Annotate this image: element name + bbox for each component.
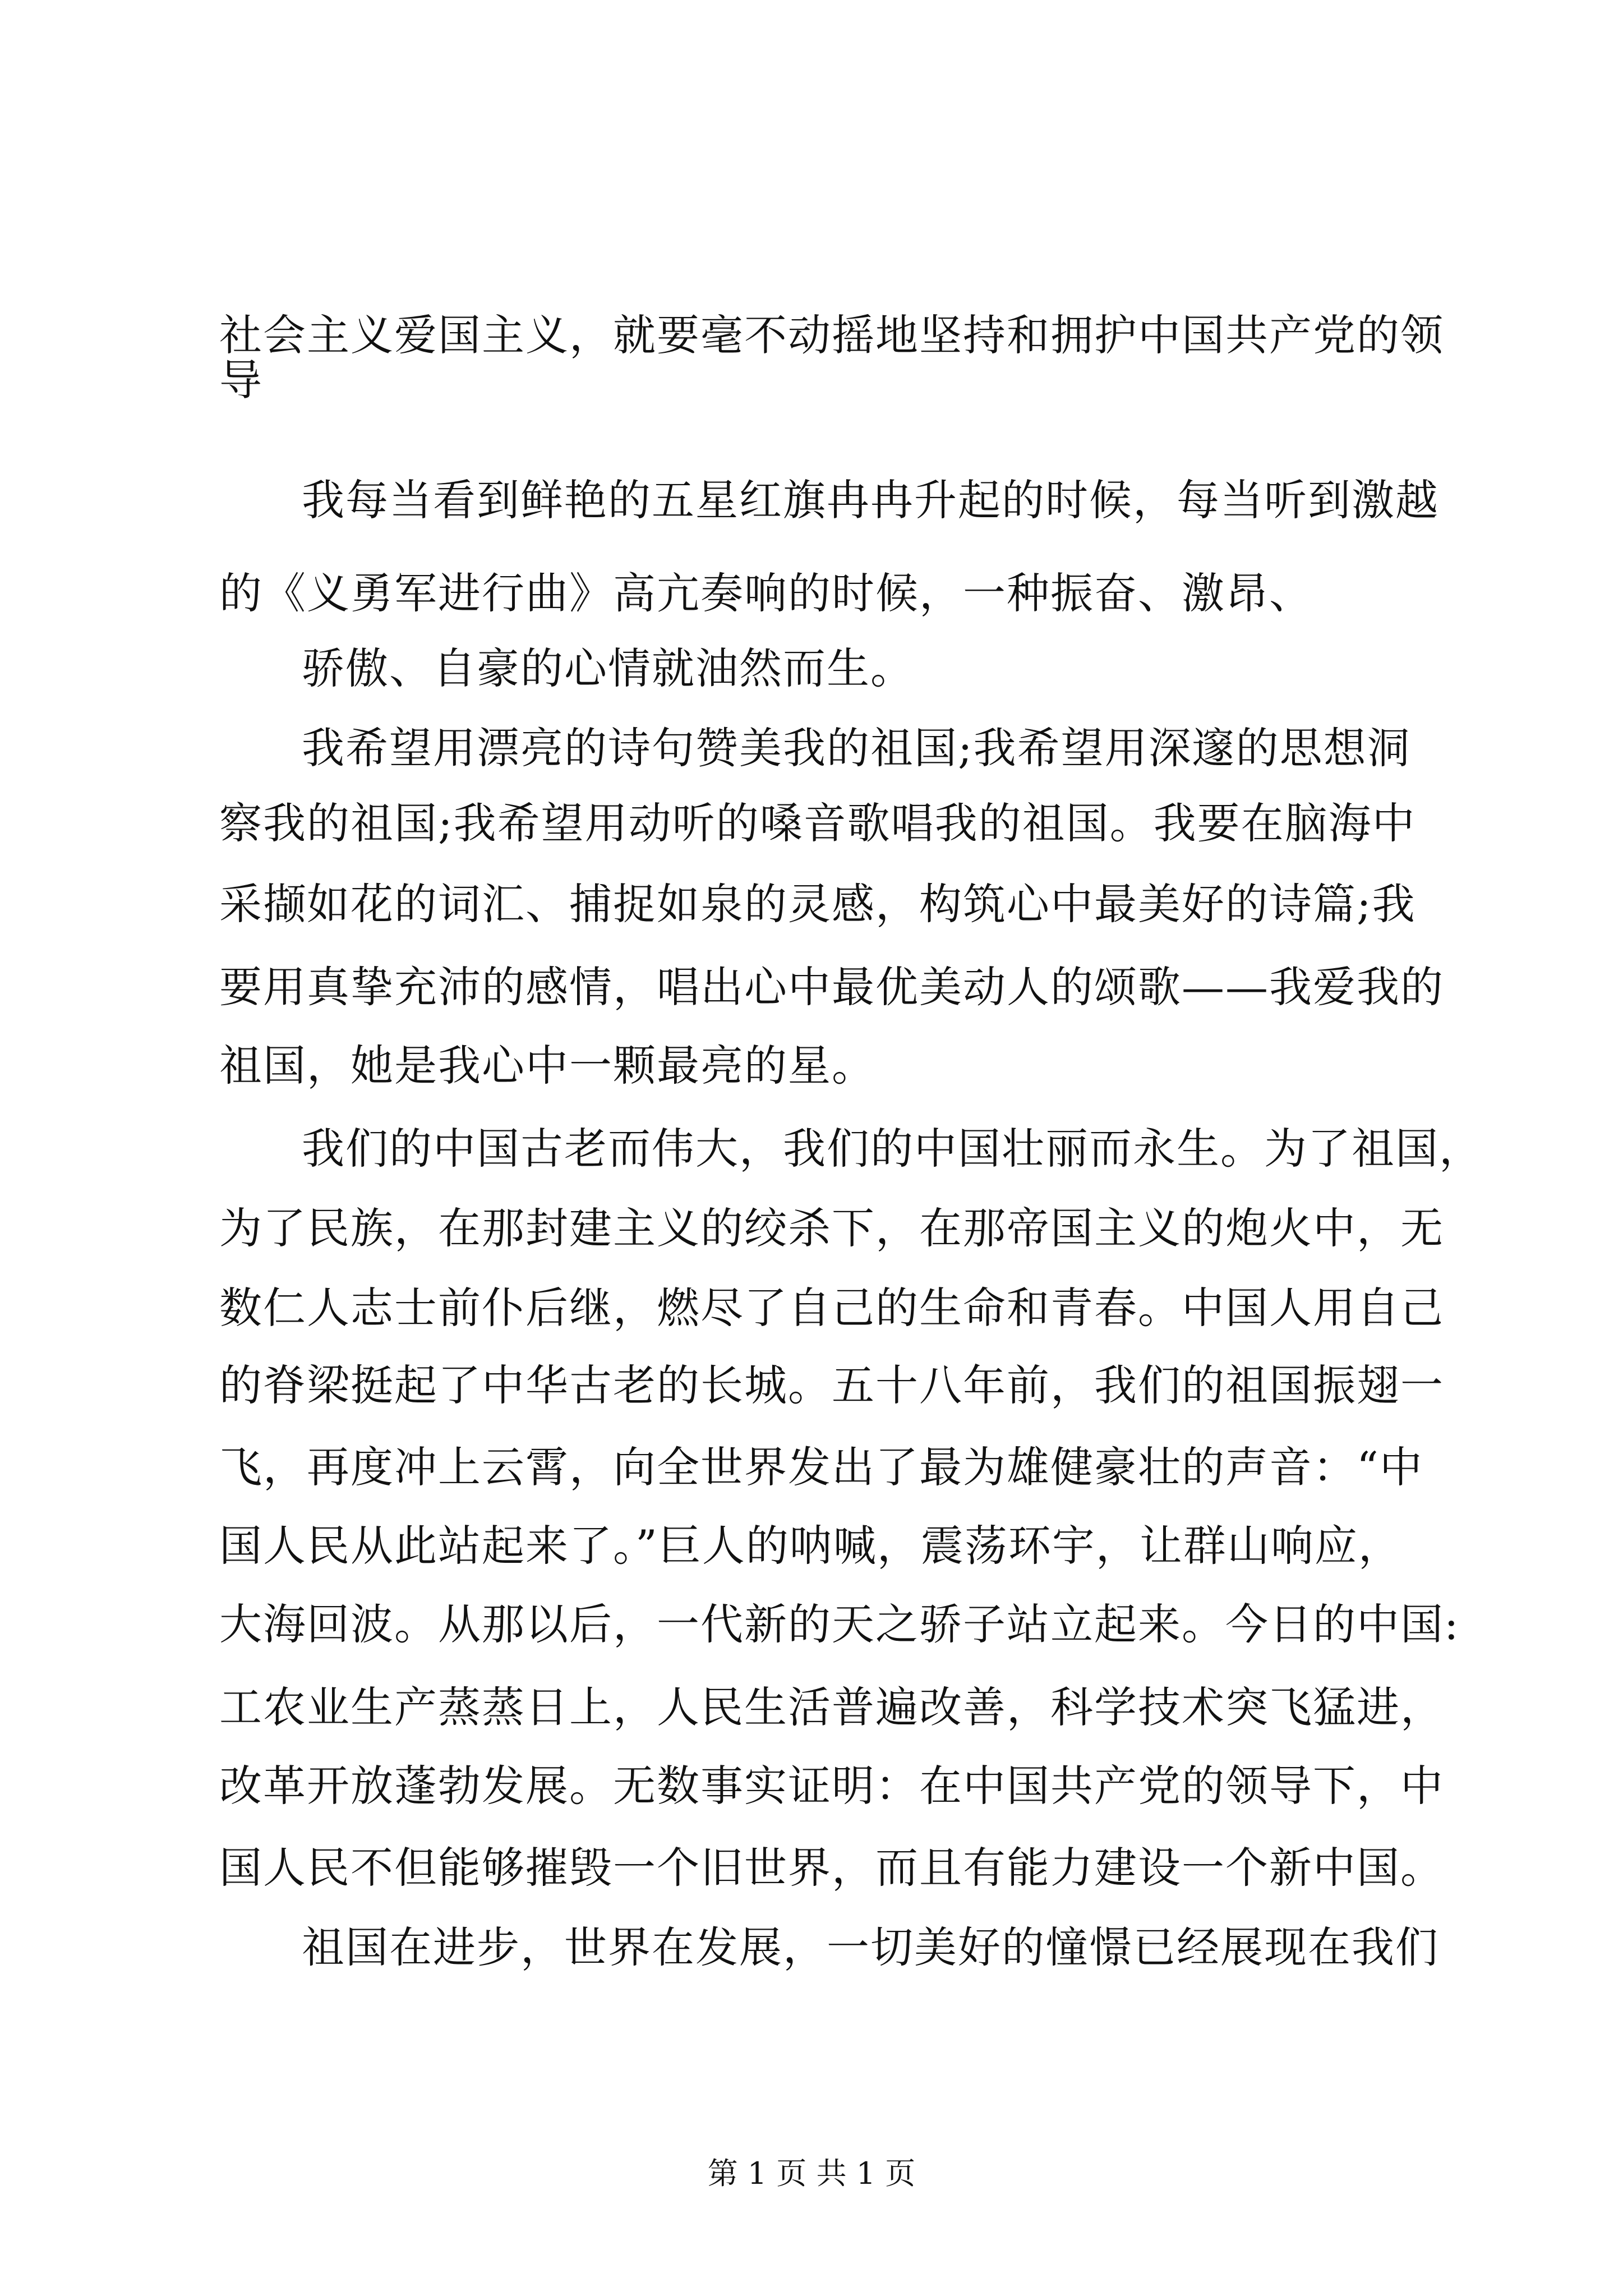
paragraph-line: 采撷如花的词汇、捕捉如泉的灵感，构筑心中最美好的诗篇;我 [219,879,1416,929]
paragraph-line: 骄傲、自豪的心情就油然而生。 [302,643,914,693]
paragraph-line: 为了民族，在那封建主义的绞杀下，在那帝国主义的炮火中，无 [219,1203,1444,1253]
paragraph-line: 我希望用漂亮的诗句赞美我的祖国;我希望用深邃的思想洞 [302,723,1411,773]
page-footer: 第 1 页 共 1 页 [707,2156,916,2191]
paragraph-line: 国人民不但能够摧毁一个旧世界，而且有能力建设一个新中国。 [219,1843,1444,1893]
paragraph-line: 祖国在进步，世界在发展，一切美好的憧憬已经展现在我们 [302,1922,1439,1972]
paragraph-line: 要用真挚充沛的感情，唱出心中最优美动人的颂歌——我爱我的 [219,962,1444,1012]
paragraph-line: 数仁人志士前仆后继，燃尽了自己的生命和青春。中国人用自己 [219,1283,1444,1333]
paragraph-line: 我每当看到鲜艳的五星红旗冉冉升起的时候，每当听到激越 [302,475,1439,525]
paragraph-line: 察我的祖国;我希望用动听的嗓音歌唱我的祖国。我要在脑海中 [219,798,1416,848]
paragraph-line: 改革开放蓬勃发展。无数事实证明：在中国共产党的领导下，中 [219,1761,1444,1811]
paragraph-line: 的脊梁挺起了中华古老的长城。五十八年前，我们的祖国振翅一 [219,1360,1444,1410]
paragraph-line: 大海回波。从那以后，一代新的天之骄子站立起来。今日的中国: [219,1599,1460,1649]
paragraph-line: 我们的中国古老而伟大，我们的中国壮丽而永生。为了祖国， [302,1124,1483,1174]
paragraph-line: 祖国，她是我心中一颗最亮的星。 [219,1041,875,1091]
paragraph-line: 国人民从此站起来了。”巨人的呐喊，震荡环宇，让群山响应， [219,1521,1402,1571]
paragraph-line: 工农业生产蒸蒸日上，人民生活普遍改善，科学技术突飞猛进， [219,1682,1444,1732]
heading-line-1: 社会主义爱国主义，就要毫不动摇地坚持和拥护中国共产党的领 [219,310,1444,360]
paragraph-line: 飞，再度冲上云霄，向全世界发出了最为雄健豪壮的声音：“中 [219,1442,1423,1492]
heading-line-2: 导 [219,355,263,405]
paragraph-line: 的《义勇军进行曲》高亢奏响的时候，一种振奋、激昂、 [219,568,1313,618]
